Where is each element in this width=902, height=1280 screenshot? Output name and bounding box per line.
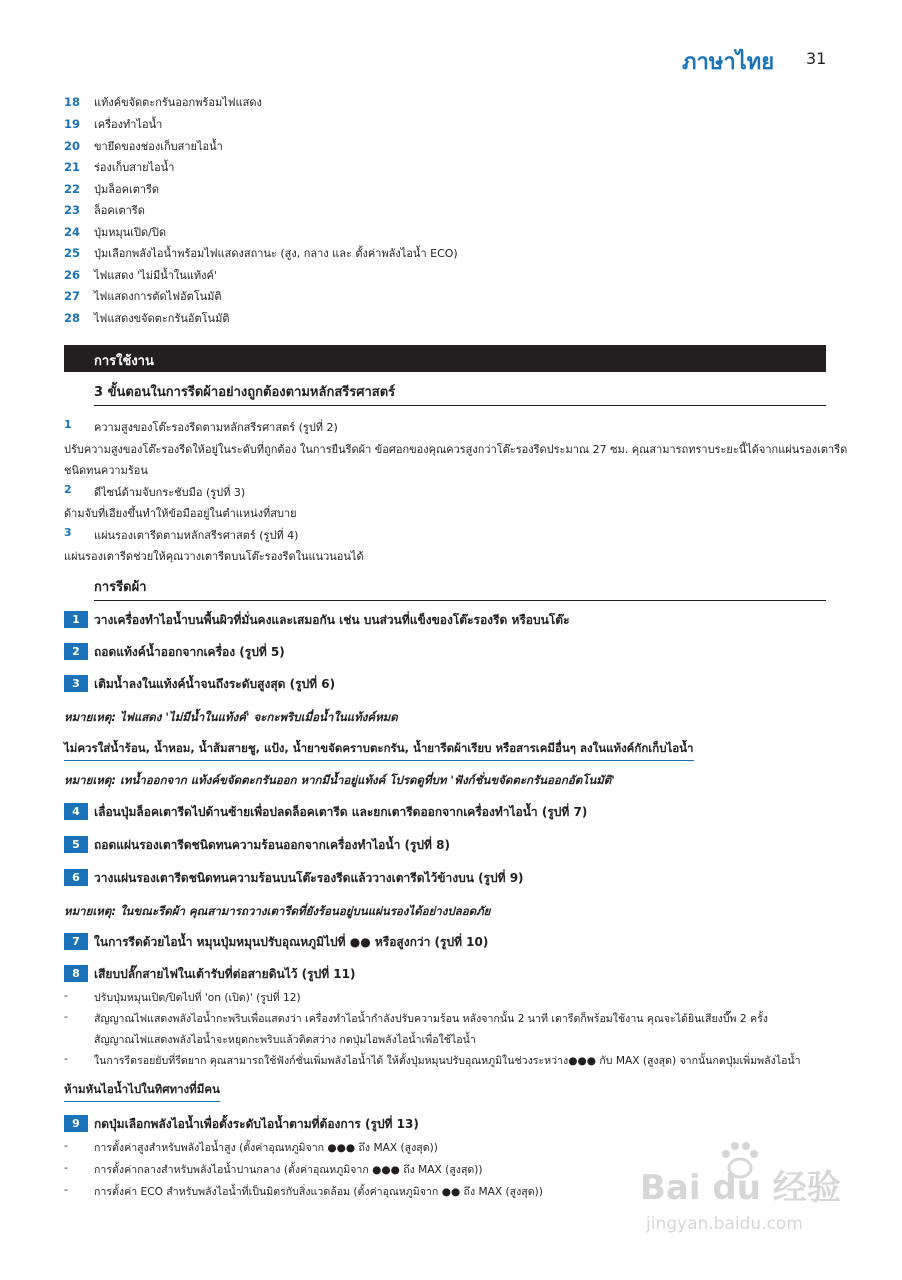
bullet-dash: - bbox=[64, 989, 68, 1002]
subheading-text: 3 ขั้นตอนในการรีดผ้าอย่างถูกต้องตามหลักสรีรศาสตร์ bbox=[94, 385, 396, 400]
step-number-box: 9 bbox=[64, 1115, 88, 1132]
bullet-dash: - bbox=[64, 1183, 68, 1196]
item-text: ปุ่มหมุนเปิด/ปิด bbox=[94, 226, 166, 239]
item-number: 28 bbox=[64, 311, 81, 325]
list-item bbox=[64, 92, 262, 112]
step-text: วางแผ่นรองเตารีดชนิดทนความร้อนบนโต๊ะรองรีดแล้ววางเตารีดไว้ข้างบน (รูปที่ 9) bbox=[94, 871, 524, 885]
item-number: 21 bbox=[64, 160, 81, 174]
item-text: ไฟแสดงการตัดไฟอัตโนมัติ bbox=[94, 290, 222, 303]
list-item bbox=[64, 308, 229, 328]
bullet-dash: - bbox=[64, 1161, 68, 1174]
note: หมายเหตุ: ไฟแสดง 'ไม่มีน้ำในแท้งค์' จะกะพริบเมื่อน้ำในแท้งค์หมด bbox=[64, 710, 398, 724]
step-text: เลื่อนปุ่มล็อคเตารีดไปด้านซ้ายเพื่อปลดล็อคเตารีด และยกเตารีดออกจากเครื่องทำไอน้ำ (รูปที่ 7) bbox=[94, 805, 588, 819]
page-number: 31 bbox=[806, 49, 827, 68]
subheading-text: การรีดผ้า bbox=[94, 580, 147, 595]
step-number-box: 4 bbox=[64, 803, 88, 820]
bullet-dash: - bbox=[64, 1139, 68, 1152]
item-number: 25 bbox=[64, 246, 81, 260]
bullet-dash: - bbox=[64, 1052, 68, 1065]
bullet-text: การตั้งค่า ECO สำหรับพลังไอน้ำที่เป็นมิตรกับสิ่งแวดล้อม (ตั้งค่าอุณหภูมิจาก ●● ถึง MAX (สูงสุด)) bbox=[94, 1186, 543, 1198]
ergo-body: ด้ามจับที่เอียงขึ้นทำให้ข้อมืออยู่ในตำแหน่งที่สบาย bbox=[64, 507, 297, 520]
watermark-url: jingyan.baidu.com bbox=[646, 1214, 803, 1234]
item-number: 19 bbox=[64, 117, 81, 131]
section-header-bar bbox=[64, 345, 826, 372]
step-text: ถอดแท้งค์น้ำออกจากเครื่อง (รูปที่ 5) bbox=[94, 645, 285, 659]
step-number-box: 1 bbox=[64, 611, 88, 628]
ergo-title: ดีไซน์ด้ามจับกระชับมือ (รูปที่ 3) bbox=[94, 486, 246, 499]
item-number: 20 bbox=[64, 139, 81, 153]
warning: ห้ามหันไอน้ำไปในทิศทางที่มีคน bbox=[64, 1081, 220, 1102]
step-number-box: 5 bbox=[64, 836, 88, 853]
step-text: ในการรีดด้วยไอน้ำ หมุนปุ่มหมุนปรับอุณหภูมิไปที่ ●● หรือสูงกว่า (รูปที่ 10) bbox=[94, 935, 489, 949]
bullet-text: ปรับปุ่มหมุนเปิด/ปิดไปที่ 'on (เปิด)' (รูปที่ 12) bbox=[94, 992, 301, 1004]
bullet-text: การตั้งค่ากลางสำหรับพลังไอน้ำปานกลาง (ตั้งค่าอุณหภูมิจาก ●●● ถึง MAX (สูงสุด)) bbox=[94, 1164, 483, 1176]
list-item bbox=[64, 222, 166, 242]
warning: ไม่ควรใส่น้ำร้อน, น้ำหอม, น้ำส้มสายชู, แป้ง, น้ำยาขจัดคราบตะกรัน, น้ำยารีดผ้าเรียบ หรือสารเคมีอื่นๆ ลงในแท้งค์กักเก็บไอน้ำ bbox=[64, 740, 694, 761]
item-text: ล็อคเตารีด bbox=[94, 204, 145, 217]
list-item bbox=[64, 136, 223, 156]
item-number: 24 bbox=[64, 225, 81, 239]
item-number: 23 bbox=[64, 203, 81, 217]
list-item bbox=[64, 243, 458, 263]
item-text: ไฟแสดง 'ไม่มีน้ำในแท้งค์' bbox=[94, 269, 217, 282]
item-text: ไฟแสดงขจัดตะกรันอัตโนมัติ bbox=[94, 312, 230, 325]
list-item bbox=[64, 265, 217, 285]
watermark-brand: Bai du 经验 bbox=[640, 1168, 841, 1208]
item-text: ปุ่มเลือกพลังไอน้ำพร้อมไฟแสดงสถานะ (สูง, กลาง และ ตั้งค่าพลังไอน้ำ ECO) bbox=[94, 247, 458, 260]
step-text: เติมน้ำลงในแท้งค์น้ำจนถึงระดับสูงสุด (รูปที่ 6) bbox=[94, 677, 336, 691]
list-item bbox=[64, 286, 222, 306]
step-number-box: 7 bbox=[64, 933, 88, 950]
subheading-ergonomics bbox=[94, 377, 826, 406]
item-text: ร่องเก็บสายไอน้ำ bbox=[94, 161, 175, 174]
step-number-box: 6 bbox=[64, 869, 88, 886]
ergo-number: 2 bbox=[64, 483, 72, 496]
bullet-text: การตั้งค่าสูงสำหรับพลังไอน้ำสูง (ตั้งค่าอุณหภูมิจาก ●●● ถึง MAX (สูงสุด)) bbox=[94, 1142, 438, 1154]
item-number: 27 bbox=[64, 289, 81, 303]
item-number: 26 bbox=[64, 268, 81, 282]
bullet-text: สัญญาณไฟแสดงพลังไอน้ำจะหยุดกะพริบแล้วติดสว่าง กดปุ่มไอพลังไอน้ำเพื่อใช้ไอน้ำ bbox=[94, 1034, 476, 1046]
list-item bbox=[64, 200, 145, 220]
item-number: 22 bbox=[64, 182, 81, 196]
bullet-text: ในการรีดรอยยับที่รีดยาก คุณสามารถใช้ฟังก์ชั่นเพิ่มพลังไอน้ำได้ ให้ตั้งปุ่มหมุนปรับอุณหภูมิในช่วงระหว่าง●●● กับ MAX (สูงสุด) จากนั้นกดปุ่มเพิ่มพลังไอน้ำ bbox=[94, 1055, 801, 1067]
bullet-text: สัญญาณไฟแสดงพลังไอน้ำกะพริบเพื่อแสดงว่า เครื่องทำไอน้ำกำลังปรับความร้อน หลังจากนั้น 2 นาที เตารีดก็พร้อมใช้งาน คุณจะได้ยินเสียงบี๊พ 2 ครั้ง bbox=[94, 1013, 768, 1025]
step-text: ถอดแผ่นรองเตารีดชนิดทนความร้อนออกจากเครื่องทำไอน้ำ (รูปที่ 8) bbox=[94, 838, 450, 852]
ergo-title: ความสูงของโต๊ะรองรีดตามหลักสรีรศาสตร์ (รูปที่ 2) bbox=[94, 421, 338, 434]
step-text: กดปุ่มเลือกพลังไอน้ำเพื่อตั้งระดับไอน้ำตามที่ต้องการ (รูปที่ 13) bbox=[94, 1117, 419, 1131]
item-text: ขายึดของช่องเก็บสายไอน้ำ bbox=[94, 140, 223, 153]
step-text: เสียบปลั๊กสายไฟในเต้ารับที่ต่อสายดินไว้ (รูปที่ 11) bbox=[94, 967, 356, 981]
bullet-dash: - bbox=[64, 1010, 68, 1023]
note: หมายเหตุ: ในขณะรีดผ้า คุณสามารถวางเตารีดที่ยังร้อนอยู่บนแผ่นรองได้อย่างปลอดภัย bbox=[64, 904, 491, 918]
step-text: วางเครื่องทำไอน้ำบนพื้นผิวที่มั่นคงและเสมอกัน เช่น บนส่วนที่แข็งของโต๊ะรองรีด หรือบนโต๊ะ bbox=[94, 613, 570, 627]
subheading-ironing bbox=[94, 572, 826, 601]
ergo-body: แผ่นรองเตารีดช่วยให้คุณวางเตารีดบนโต๊ะรองรีดในแนวนอนได้ bbox=[64, 550, 364, 563]
list-item bbox=[64, 179, 159, 199]
step-number-box: 2 bbox=[64, 643, 88, 660]
list-item bbox=[64, 114, 162, 134]
ergo-title: แผ่นรองเตารีดตามหลักสรีรศาสตร์ (รูปที่ 4) bbox=[94, 529, 299, 542]
item-text: ปุ่มล็อคเตารีด bbox=[94, 183, 160, 196]
ergo-body: ปรับความสูงของโต๊ะรองรีดให้อยู่ในระดับที่ถูกต้อง ในการยืนรีดผ้า ข้อศอกของคุณควรสูงกว่าโต๊ะรองรีดประมาณ 27 ซม. คุณสามารถทราบระยะนี้ได้จากแผ่นรองเตารีด bbox=[64, 443, 848, 456]
language-heading: ภาษาไทย bbox=[682, 50, 775, 75]
item-text: แท้งค์ขจัดตะกรันออกพร้อมไฟแสดง bbox=[94, 96, 262, 109]
item-number: 18 bbox=[64, 95, 81, 109]
ergo-number: 3 bbox=[64, 526, 72, 539]
step-number-box: 8 bbox=[64, 965, 88, 982]
list-item bbox=[64, 157, 174, 177]
ergo-number: 1 bbox=[64, 418, 72, 431]
note: หมายเหตุ: เทน้ำออกจาก แท้งค์ขจัดตะกรันออก หากมีน้ำอยู่แท้งค์ โปรดดูที่บท 'ฟังก์ชั่นขจัดตะกรันออกอัตโนมัติ' bbox=[64, 773, 615, 787]
step-number-box: 3 bbox=[64, 675, 88, 692]
ergo-body: ชนิดทนความร้อน bbox=[64, 464, 148, 477]
item-text: เครื่องทำไอน้ำ bbox=[94, 118, 163, 131]
section-title: การใช้งาน bbox=[94, 354, 154, 369]
